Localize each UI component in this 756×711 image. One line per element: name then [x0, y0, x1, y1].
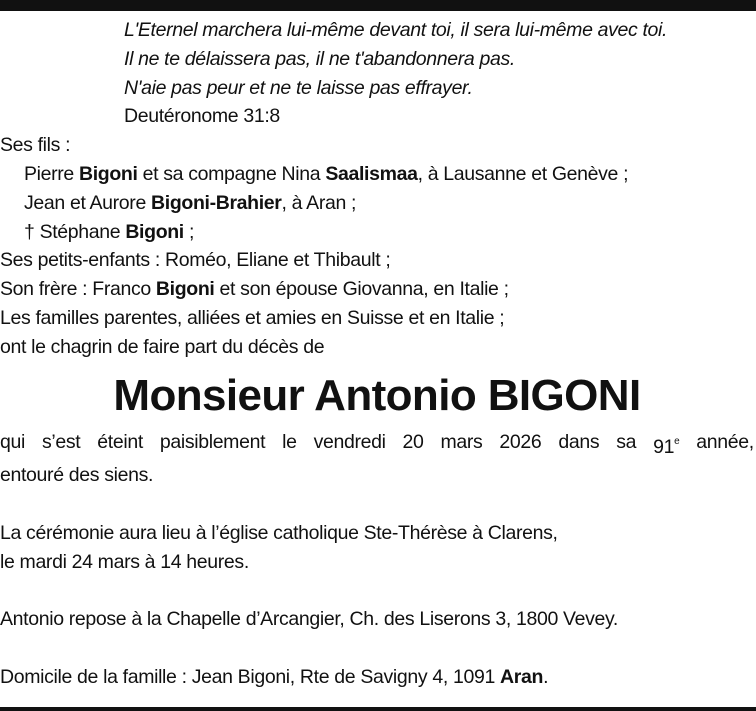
- text-part: et son épouse Giovanna, en Italie ;: [214, 278, 509, 301]
- word: mars: [440, 430, 483, 453]
- death-statement-line-1: [0, 428, 754, 462]
- word: année,: [696, 430, 754, 453]
- grandchildren-line: Ses petits-enfants : Roméo, Eliane et Thibault ;: [0, 249, 391, 272]
- spacer: [0, 577, 754, 606]
- age-number: 91: [653, 435, 675, 458]
- son-jean: [0, 189, 754, 218]
- spacer: [0, 634, 754, 663]
- verse-reference: Deutéronome 31:8: [124, 105, 280, 128]
- word: s’est: [41, 430, 81, 453]
- surname: Bigoni-Brahier: [151, 191, 282, 214]
- text-part: ;: [183, 220, 195, 243]
- word: éteint: [97, 430, 143, 453]
- rest-location: Antonio repose à la Chapelle d’Arcangier, Ch. des Liserons 3, 1800 Vevey.: [0, 608, 618, 631]
- family-domicile: [0, 663, 754, 692]
- son-stephane: [0, 218, 754, 247]
- verse-line-1: L'Eternel marchera lui-même devant toi, il sera lui-même avec toi.: [124, 19, 668, 41]
- text-part: et sa compagne Nina: [137, 162, 326, 185]
- word: dans: [558, 430, 600, 453]
- age-ordinal: [653, 428, 679, 462]
- ordinal-suffix: e: [674, 435, 680, 447]
- announcement-line: ont le chagrin de faire part du décès de: [0, 335, 325, 358]
- verse-line-2: Il ne te délaissera pas, il ne t'abandonnera pas.: [124, 47, 515, 70]
- spacer: [0, 490, 754, 519]
- surname: Bigoni: [78, 162, 138, 185]
- death-statement-line-2: entouré des siens.: [0, 464, 154, 487]
- word: sa: [616, 430, 637, 453]
- sons-heading: Ses fils :: [0, 134, 71, 157]
- text-part: Domicile de la famille : Jean Bigoni, Rte de Savigny 4, 1091: [0, 665, 501, 688]
- text-part: , à Aran ;: [281, 191, 357, 214]
- text-part: Jean et Aurore: [24, 191, 152, 214]
- text-part: , à Lausanne et Genève ;: [417, 162, 629, 185]
- text-part: .: [543, 665, 549, 688]
- town-name: Aran: [500, 665, 544, 688]
- relatives-line: Les familles parentes, alliées et amies en Suisse et en Italie ;: [0, 306, 505, 329]
- obituary-notice: [0, 16, 754, 692]
- ceremony-line-2: le mardi 24 mars à 14 heures.: [0, 550, 249, 573]
- surname: Bigoni: [155, 278, 215, 301]
- word: paisiblement: [159, 430, 266, 453]
- word: vendredi: [313, 430, 386, 453]
- word: 2026: [499, 430, 542, 453]
- surname: Saalismaa: [325, 162, 418, 185]
- bottom-border-rule: [0, 707, 756, 711]
- top-border-rule: [0, 0, 756, 11]
- text-part: Pierre: [24, 162, 79, 185]
- text-part: Son frère : Franco: [0, 278, 156, 301]
- ceremony-line-1: La cérémonie aura lieu à l’église catholique Ste-Thérèse à Clarens,: [0, 521, 558, 544]
- surname: Bigoni: [125, 220, 184, 243]
- brother-line: [0, 275, 754, 304]
- word: le: [282, 430, 297, 453]
- deceased-name: Monsieur Antonio BIGONI: [113, 370, 641, 420]
- verse-line-3: N'aie pas peur et ne te laisse pas effrayer.: [124, 76, 473, 99]
- word: qui: [0, 430, 25, 453]
- text-part: † Stéphane: [24, 220, 126, 243]
- word: 20: [402, 430, 424, 453]
- son-pierre: [0, 160, 754, 189]
